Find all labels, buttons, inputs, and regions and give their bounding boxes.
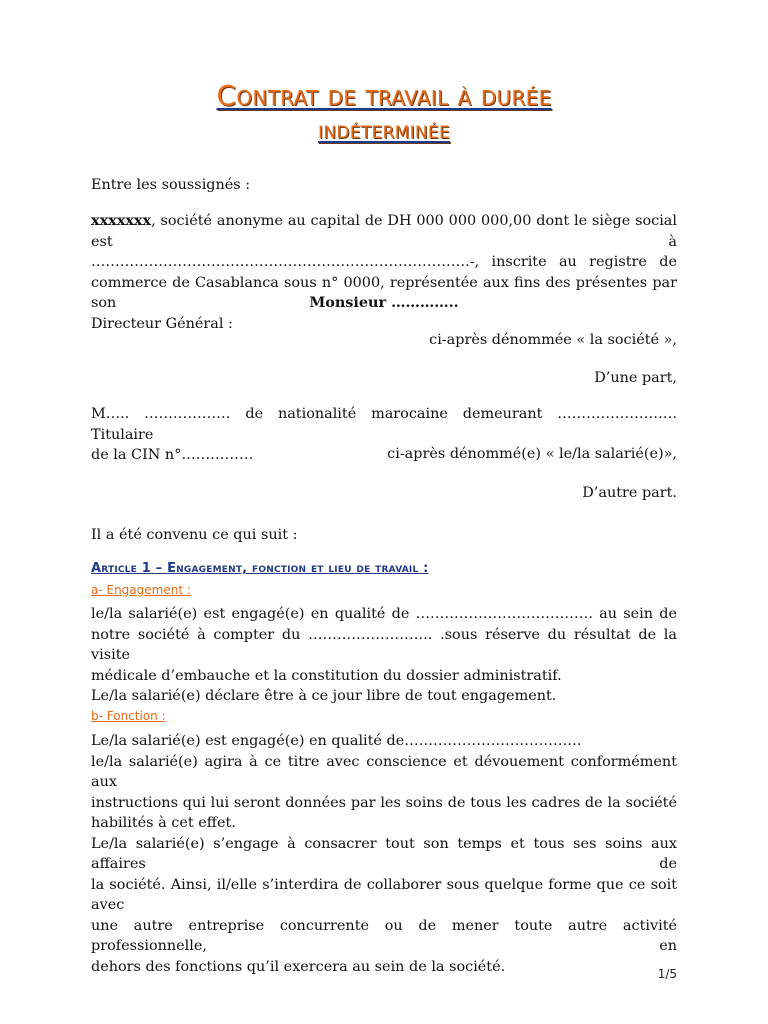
company-line-3: commerce de Casablanca sous n° 0000, représentée aux fins des présentes par son <box>91 274 677 311</box>
engagement-line-1: le/la salarié(e) est engagé(e) en qualité de ………………………………. au sein de <box>91 606 677 622</box>
agreed-text: Il a été convenu ce qui suit : <box>91 527 298 543</box>
engagement-line-2: notre société à compter du …………………….. .sous réserve du résultat de la visite <box>91 626 677 663</box>
document-page <box>91 0 677 1024</box>
fonction-line-4: habilités à cet effet. <box>91 815 236 831</box>
fonction-line-1: Le/la salarié(e) est engagé(e) en qualité de………………………………. <box>91 733 582 749</box>
intro-text: Entre les soussignés : <box>91 177 251 193</box>
subheading-fonction: b- Fonction : <box>91 709 166 723</box>
company-line-4: Directeur Général : <box>91 315 233 332</box>
subheading-engagement: a- Engagement : <box>91 583 191 597</box>
article-1-heading: Article 1 – Engagement, fonction et lieu de travail : <box>91 561 429 576</box>
page-number: 1/5 <box>657 967 677 981</box>
employee-part: D’autre part. <box>582 485 677 501</box>
fonction-line-2: le/la salarié(e) agira à ce titre avec conscience et dévouement conformément aux <box>91 753 677 790</box>
engagement-paragraph <box>91 604 677 707</box>
engagement-line-3: médicale d’embauche et la constitution du dossier administratif. <box>91 667 562 684</box>
fonction-paragraph <box>91 731 677 977</box>
employee-designation: ci-après dénommé(e) « le/la salarié(e)», <box>387 446 677 462</box>
company-line-1-text: , société anonyme au capital de DH 000 000 000,00 dont le siège social est à <box>91 213 677 250</box>
company-line-1 <box>91 211 677 252</box>
company-designation: ci-après dénommée « la société », <box>429 332 677 348</box>
company-paragraph <box>91 211 677 334</box>
company-part: D’une part, <box>594 370 677 386</box>
fonction-line-5: Le/la salarié(e) s’engage à consacrer tout son temps et tous ses soins aux affaires de <box>91 835 677 872</box>
company-name: xxxxxxx <box>91 212 152 229</box>
fonction-line-8: dehors des fonctions qu’il exercera au sein de la société. <box>91 958 506 975</box>
document-title-line-2: indéterminée <box>318 116 450 144</box>
engagement-line-4: Le/la salarié(e) déclare être à ce jour libre de tout engagement. <box>91 688 557 704</box>
employee-line-1: M….. ……………… de nationalité marocaine demeurant ……………………. Titulaire <box>91 406 677 443</box>
fonction-line-7: une autre entreprise concurrente ou de mener toute autre activité professionnelle, en <box>91 917 677 954</box>
fonction-line-6: la société. Ainsi, il/elle s’interdira de collaborer sous quelque forme que ce soit avec <box>91 876 677 913</box>
company-line-2: …………………………………………………………………….-, inscrite au registre de <box>91 254 677 270</box>
document-title-line-1: Contrat de travail à durée <box>216 79 552 112</box>
fonction-line-3: instructions qui lui seront données par les soins de tous les cadres de la société <box>91 794 677 811</box>
employee-line-2: de la CIN n°…………… <box>91 447 254 463</box>
representative-line: Monsieur ………….. <box>309 294 459 311</box>
